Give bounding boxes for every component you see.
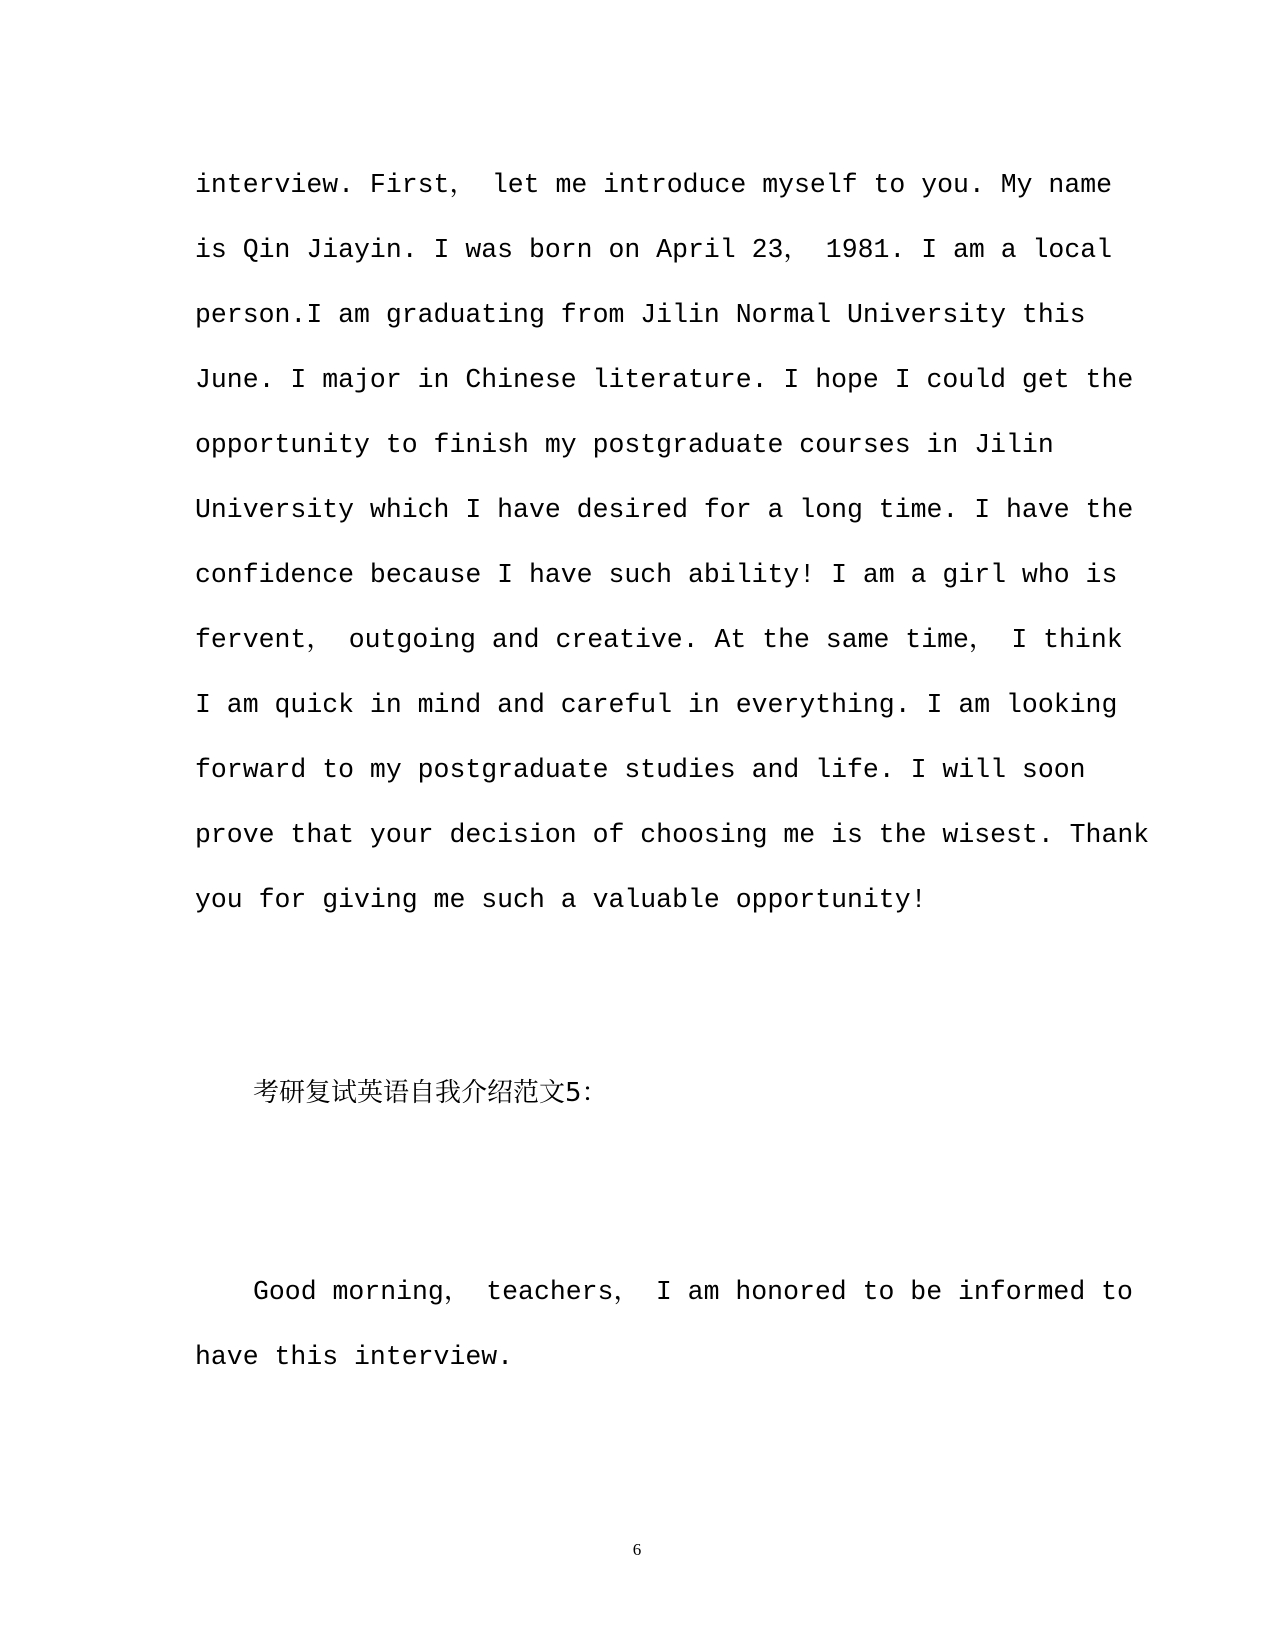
text-line: you for giving me such a valuable opportunity!	[195, 885, 927, 915]
text-line: prove that your decision of choosing me is the wisest. Thank	[195, 820, 1150, 850]
section-heading: 考研复试英语自我介绍范文5：	[253, 1078, 608, 1108]
text-line: University which I have desired for a long time. I have the	[195, 495, 1134, 525]
text-line: person.I am graduating from Jilin Normal University this	[195, 300, 1086, 330]
page-number: 6	[632, 1540, 642, 1559]
text-line: Good morning， teachers， I am honored to be informed to	[253, 1277, 1133, 1307]
text-line: interview. First， let me introduce myself to you. My name	[195, 170, 1113, 200]
paragraph-self-introduction	[195, 153, 1150, 933]
text-line: opportunity to finish my postgraduate courses in Jilin	[195, 430, 1054, 460]
text-line: I am quick in mind and careful in everything. I am looking	[195, 690, 1118, 720]
text-line: fervent， outgoing and creative. At the same time， I think	[195, 625, 1123, 655]
text-line: is Qin Jiayin. I was born on April 23， 1981. I am a local	[195, 235, 1113, 265]
text-line: have this interview.	[195, 1342, 514, 1372]
paragraph-greeting	[195, 1260, 1133, 1390]
text-line: confidence because I have such ability! I am a girl who is	[195, 560, 1118, 590]
text-line: June. I major in Chinese literature. I hope I could get the	[195, 365, 1134, 395]
text-line: forward to my postgraduate studies and life. I will soon	[195, 755, 1086, 785]
